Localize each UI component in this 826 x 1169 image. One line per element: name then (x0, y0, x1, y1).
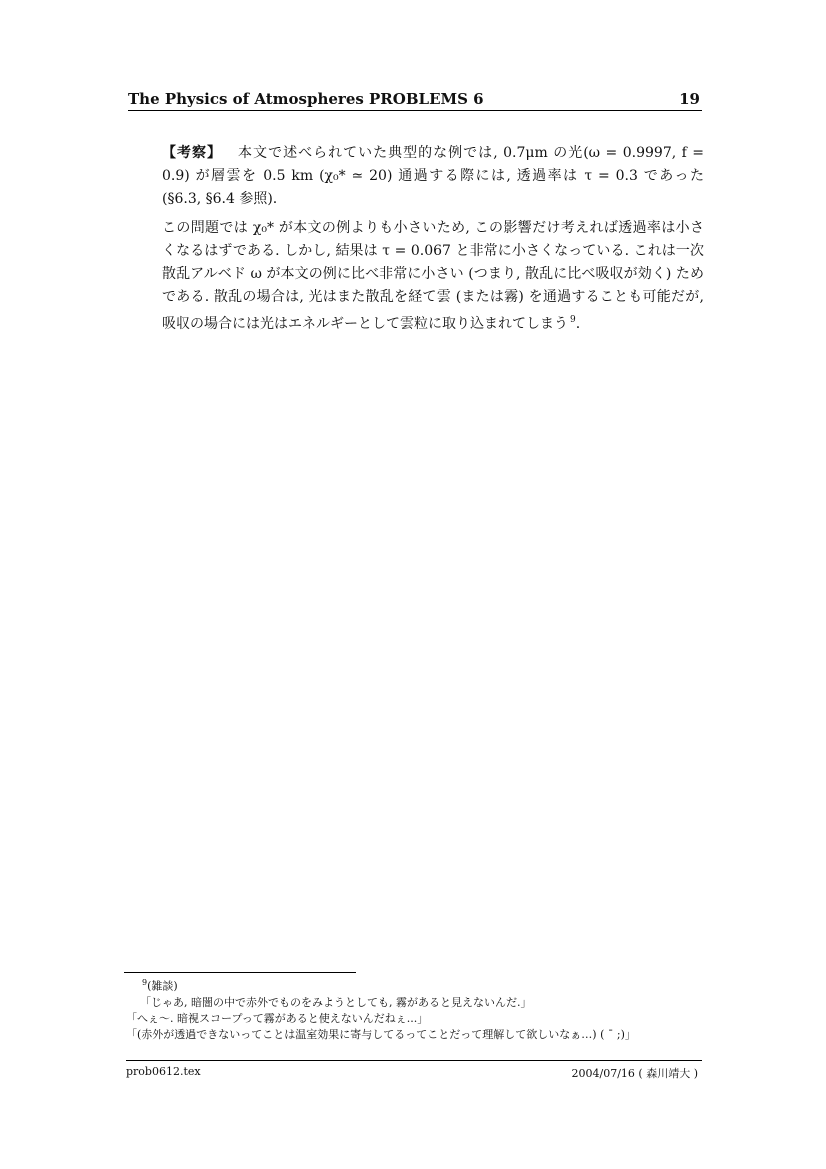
page-footer (126, 1060, 702, 1079)
footnote-reference[interactable]: 9 (570, 315, 576, 325)
footnote-line-3: 「(赤外が透過できないってことは温室効果に寄与してるってことだって理解して欲しいなぁ…) ( ¯ ;)」 (126, 1027, 636, 1041)
footer-date-author: 2004/07/16 ( 森川靖大 ) (571, 1067, 698, 1080)
footer-filename: prob0612.tex (126, 1065, 201, 1078)
footnote-marker: 9 (142, 978, 148, 987)
page-header (128, 90, 702, 111)
paragraph-2-end: . (575, 316, 581, 332)
running-title: The Physics of Atmospheres PROBLEMS 6 (128, 90, 484, 108)
footnote-line-2: 「へぇ〜. 暗視スコープって霧があると使えないんだねぇ...」 (126, 1011, 429, 1025)
footnote-head (126, 975, 702, 995)
footnote (126, 975, 702, 1043)
paragraph-2-text: この問題では χ₀* が本文の例よりも小さいため, この影響だけ考えれば透過率は小さくなるはずである. しかし, 結果は τ = 0.067 と非常に小さくなっている. これは一次散乱アルベド ω が本文の例に比べ非常に小さい (つまり, 散乱に比べ吸収が効く) ためである. 散乱の場合は, 光はまた散乱を経て雲 (または霧) を通過することも可能だが, 吸収の場合には光はエネルギーとして雲粒に取り込まれてしまう (162, 220, 704, 332)
section-label: 【考察】 (162, 145, 223, 161)
footnote-rule (124, 972, 356, 973)
paragraph-1-text: 本文で述べられていた典型的な例では, 0.7μm の光(ω = 0.9997, f = 0.9) が層雲を 0.5 km (χ₀* ≃ 20) 通過する際には, 透過率は τ = 0.3 であった (§6.3, §6.4 参照). (162, 145, 705, 207)
main-body (162, 142, 704, 342)
paragraph-consideration (162, 142, 704, 211)
footnote-title: (雑談) (147, 979, 178, 993)
footnote-line-1: 「じゃあ, 暗闇の中で赤外でものをみようとしても, 霧があると見えないんだ.」 (140, 995, 532, 1009)
page-number: 19 (679, 90, 700, 108)
paragraph-2 (162, 217, 704, 336)
